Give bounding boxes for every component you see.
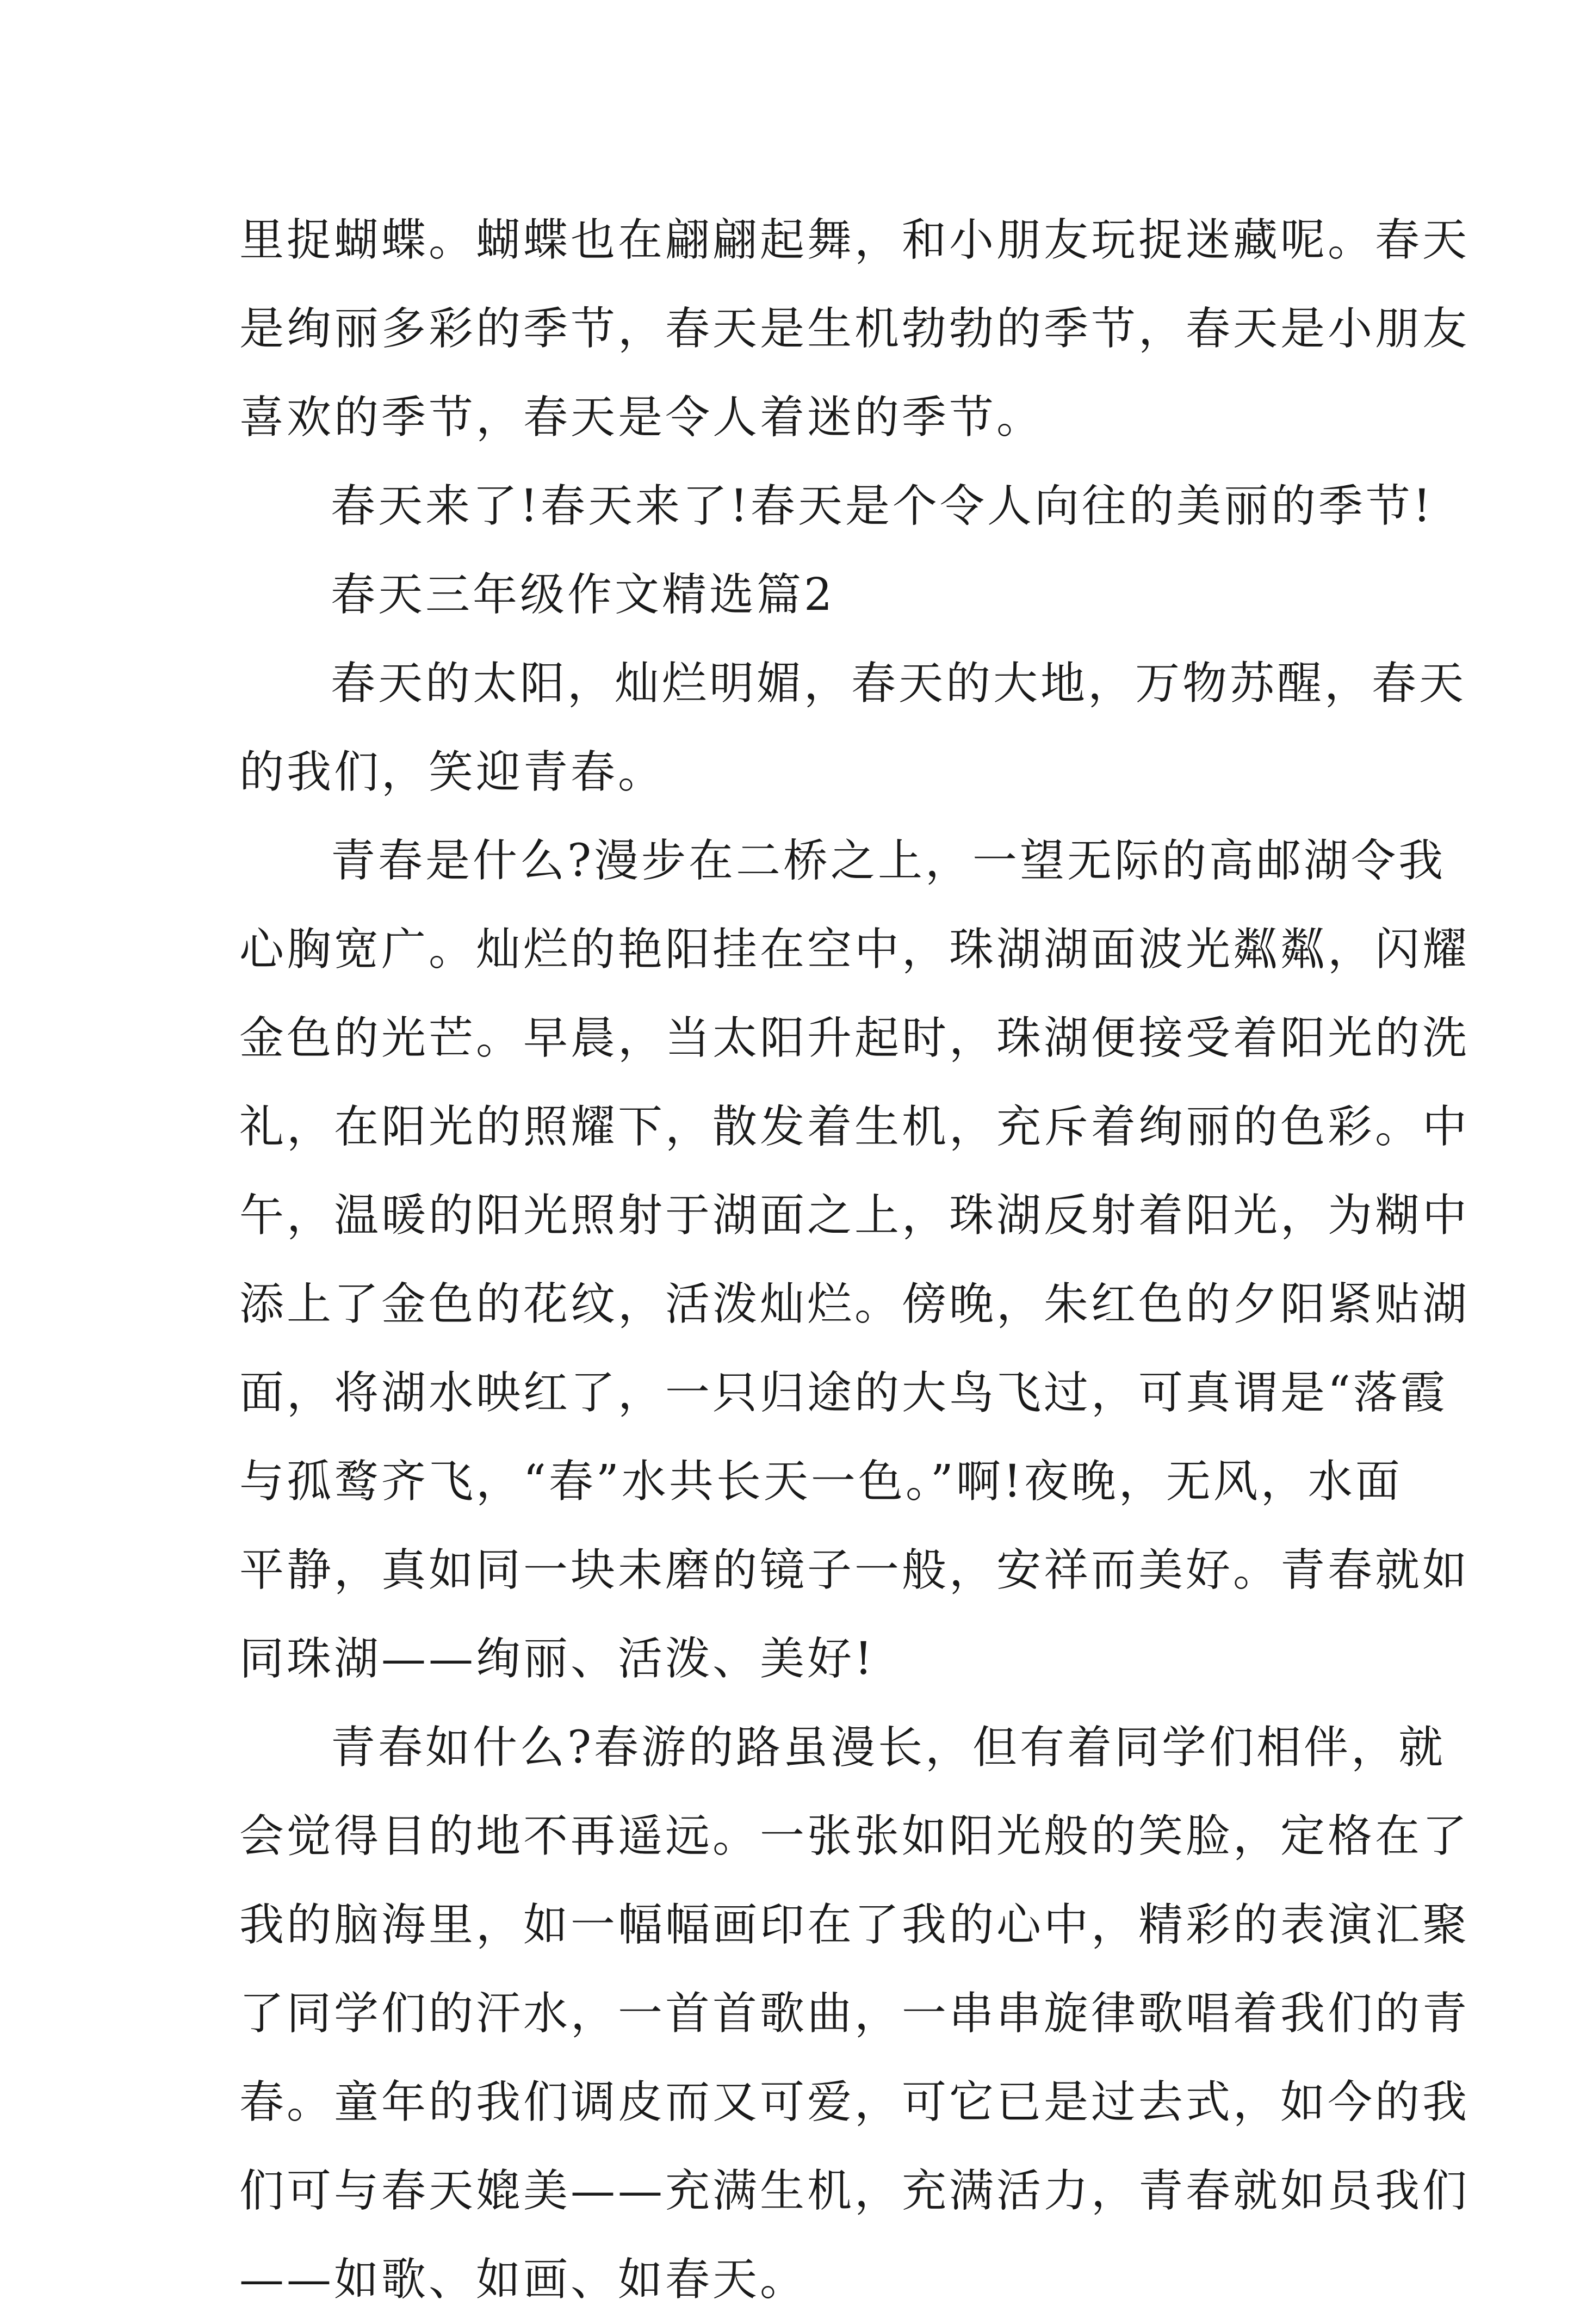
text-line: 同珠湖——绚丽、活泼、美好! — [239, 1633, 875, 1685]
text-line: 礼，在阳光的照耀下，散发着生机，充斥着绚丽的色彩。中 — [239, 1101, 1470, 1153]
section-heading: 春天三年级作文精选篇2 — [331, 569, 835, 621]
text-line: ——如歌、如画、如春天。 — [239, 2254, 808, 2306]
text-line: 午，温暖的阳光照射于湖面之上，珠湖反射着阳光，为糊中 — [239, 1190, 1470, 1241]
text-line: 春。童年的我们调皮而又可爱，可它已是过去式，如今的我 — [239, 2076, 1470, 2128]
text-line: 添上了金色的花纹，活泼灿烂。傍晚，朱红色的夕阳紧贴湖 — [239, 1278, 1470, 1330]
document-body — [239, 196, 1470, 2324]
text-line: 的我们，笑迎青春。 — [239, 746, 666, 798]
text-line: 了同学们的汗水，一首首歌曲，一串串旋律歌唱着我们的青 — [239, 1988, 1470, 2039]
text-line: 喜欢的季节，春天是令人着迷的季节。 — [239, 392, 1044, 443]
text-line: 们可与春天媲美——充满生机，充满活力，青春就如员我们 — [239, 2165, 1470, 2217]
text-line: 是绚丽多彩的季节，春天是生机勃勃的季节，春天是小朋友 — [239, 303, 1470, 355]
text-line: 平静，真如同一块未磨的镜子一般，安祥而美好。青春就如 — [239, 1544, 1470, 1596]
text-line: 会觉得目的地不再遥远。一张张如阳光般的笑脸，定格在了 — [239, 1810, 1470, 1862]
text-line: 春天来了!春天来了!春天是个令人向往的美丽的季节! — [331, 480, 1434, 532]
text-line: 我的脑海里，如一幅幅画印在了我的心中，精彩的表演汇聚 — [239, 1899, 1470, 1951]
text-line: 金色的光芒。早晨，当太阳升起时，珠湖便接受着阳光的洗 — [239, 1012, 1470, 1064]
text-line: 青春如什么?春游的路虽漫长，但有着同学们相伴，就 — [331, 1722, 1446, 1773]
text-line: 面，将湖水映红了，一只归途的大鸟飞过，可真谓是“落霞 — [239, 1367, 1448, 1419]
text-line: 春天的太阳，灿烂明媚，春天的大地，万物苏醒，春天 — [331, 658, 1467, 709]
text-line: 青春是什么?漫步在二桥之上，一望无际的高邮湖令我 — [331, 835, 1446, 887]
text-line: 与孤鹜齐飞，“春”水共长天一色。”啊!夜晚，无风，水面 — [239, 1456, 1403, 1507]
text-line: 心胸宽广。灿烂的艳阳挂在空中，珠湖湖面波光粼粼，闪耀 — [239, 924, 1470, 975]
text-line: 里捉蝴蝶。蝴蝶也在翩翩起舞，和小朋友玩捉迷藏呢。春天 — [239, 214, 1470, 266]
